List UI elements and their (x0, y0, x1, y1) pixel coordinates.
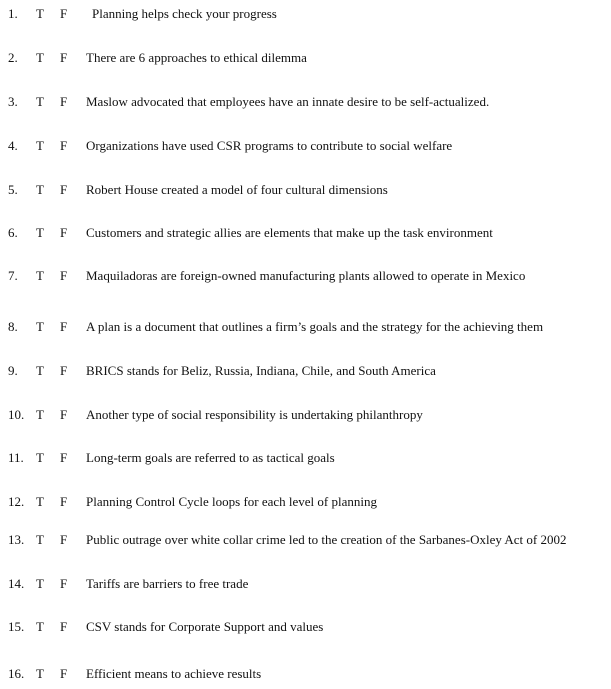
true-option[interactable]: T (36, 268, 44, 283)
true-option[interactable]: T (36, 532, 44, 547)
question-statement: Robert House created a model of four cultural dimensions (86, 182, 388, 197)
question-number: 2. (8, 50, 18, 65)
question-statement: Long-term goals are referred to as tactical goals (86, 450, 335, 465)
question-number: 8. (8, 319, 18, 334)
question-number: 12. (8, 494, 25, 509)
question-statement: Tariffs are barriers to free trade (86, 576, 249, 591)
question-statement: Planning Control Cycle loops for each level of planning (86, 494, 377, 509)
question-number: 15. (8, 619, 25, 634)
question-number: 5. (8, 182, 18, 197)
false-option[interactable]: F (60, 666, 68, 681)
question-number: 11. (8, 450, 24, 465)
false-option[interactable]: F (60, 319, 68, 334)
true-option[interactable]: T (36, 619, 44, 634)
true-option[interactable]: T (36, 363, 44, 378)
question-number: 4. (8, 138, 18, 153)
question-number: 14. (8, 576, 25, 591)
false-option[interactable]: F (60, 576, 68, 591)
true-option[interactable]: T (36, 94, 44, 109)
question-statement: A plan is a document that outlines a firm’s goals and the strategy for the achieving them (86, 319, 544, 334)
question-number: 1. (8, 6, 18, 21)
false-option[interactable]: F (60, 6, 68, 21)
true-option[interactable]: T (36, 666, 44, 681)
question-number: 3. (8, 94, 18, 109)
question-number: 16. (8, 666, 25, 681)
true-option[interactable]: T (36, 494, 44, 509)
question-number: 13. (8, 532, 25, 547)
true-option[interactable]: T (36, 319, 44, 334)
question-statement: Organizations have used CSR programs to contribute to social welfare (86, 138, 453, 153)
true-option[interactable]: T (36, 50, 44, 65)
question-statement: BRICS stands for Beliz, Russia, Indiana, Chile, and South America (86, 363, 436, 378)
false-option[interactable]: F (60, 494, 68, 509)
true-option[interactable]: T (36, 138, 44, 153)
false-option[interactable]: F (60, 532, 68, 547)
question-statement: Public outrage over white collar crime led to the creation of the Sarbanes-Oxley Act of 2002 (86, 532, 567, 547)
true-option[interactable]: T (36, 407, 44, 422)
question-statement: Efficient means to achieve results (86, 666, 262, 681)
false-option[interactable]: F (60, 619, 68, 634)
false-option[interactable]: F (60, 138, 68, 153)
question-statement: There are 6 approaches to ethical dilemma (86, 50, 307, 65)
question-statement: Customers and strategic allies are elements that make up the task environment (86, 225, 493, 240)
true-option[interactable]: T (36, 450, 44, 465)
true-option[interactable]: T (36, 225, 44, 240)
question-statement: Another type of social responsibility is undertaking philanthropy (86, 407, 423, 422)
question-number: 7. (8, 268, 18, 283)
false-option[interactable]: F (60, 94, 68, 109)
question-number: 6. (8, 225, 18, 240)
false-option[interactable]: F (60, 268, 68, 283)
false-option[interactable]: F (60, 225, 68, 240)
question-statement: Planning helps check your progress (92, 6, 277, 21)
true-option[interactable]: T (36, 6, 44, 21)
question-statement: CSV stands for Corporate Support and values (86, 619, 324, 634)
true-option[interactable]: T (36, 182, 44, 197)
question-number: 9. (8, 363, 18, 378)
question-statement: Maquiladoras are foreign-owned manufacturing plants allowed to operate in Mexico (86, 268, 526, 283)
false-option[interactable]: F (60, 450, 68, 465)
question-statement: Maslow advocated that employees have an innate desire to be self-actualized. (86, 94, 490, 109)
false-option[interactable]: F (60, 50, 68, 65)
false-option[interactable]: F (60, 182, 68, 197)
false-option[interactable]: F (60, 363, 68, 378)
true-option[interactable]: T (36, 576, 44, 591)
question-number: 10. (8, 407, 25, 422)
false-option[interactable]: F (60, 407, 68, 422)
